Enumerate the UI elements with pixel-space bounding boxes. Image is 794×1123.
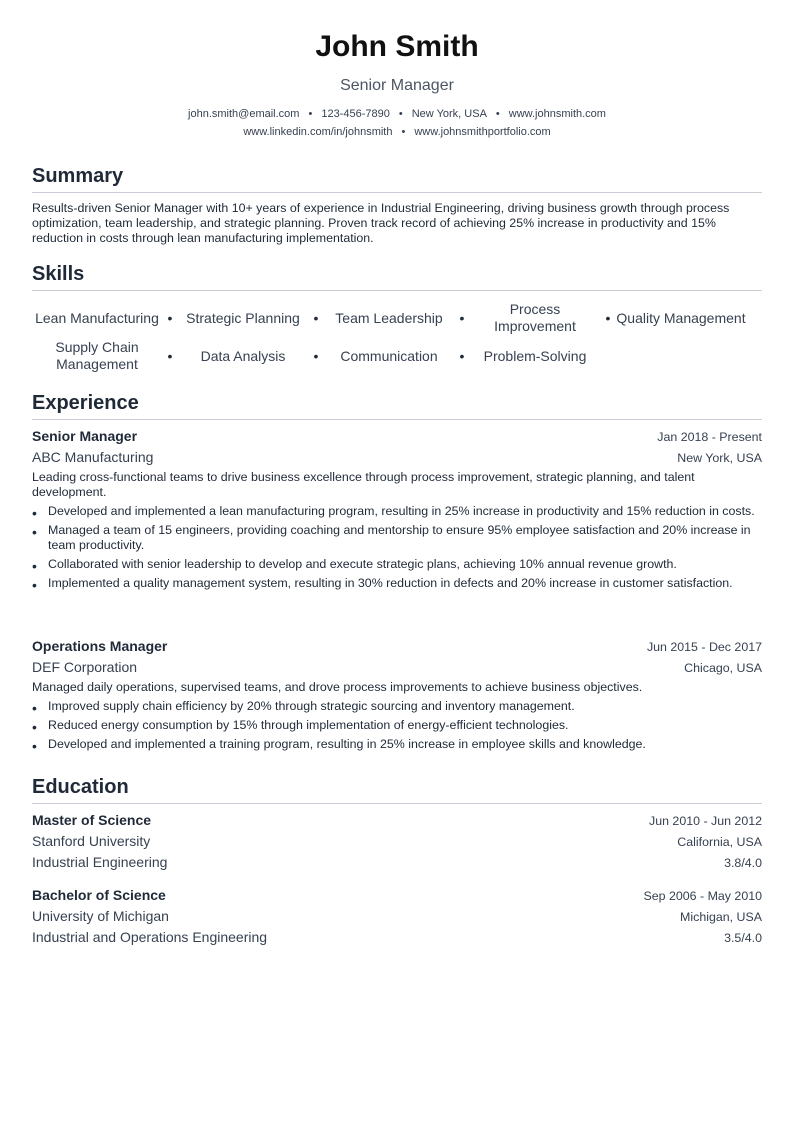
skill-item: Team Leadership	[335, 309, 443, 326]
bullet-icon: •	[32, 719, 37, 735]
list-item	[32, 699, 762, 714]
bullet-icon: •	[32, 505, 37, 521]
skill-item: Supply Chain Management	[55, 339, 139, 372]
education-field: Industrial and Operations Engineering	[32, 929, 268, 945]
skills-row	[32, 299, 762, 337]
bullet-icon: •	[313, 348, 319, 364]
job-bullets	[32, 504, 762, 595]
job-company: DEF Corporation	[32, 659, 138, 675]
skills-row	[32, 337, 762, 375]
separator-dot-icon: •	[308, 108, 313, 120]
job-role: Senior Manager	[32, 428, 138, 444]
bullet-icon: •	[32, 700, 37, 716]
job-dates: Jan 2018 - Present	[657, 430, 762, 444]
bullet-icon: •	[32, 738, 37, 754]
skill-item: Data Analysis	[200, 347, 286, 364]
education-degree: Master of Science	[32, 812, 152, 828]
job-header	[32, 428, 762, 444]
education-gpa: 3.5/4.0	[724, 931, 762, 945]
education-dates: Sep 2006 - May 2010	[643, 889, 762, 903]
job-role: Operations Manager	[32, 638, 168, 654]
summary-text: Results-driven Senior Manager with 10+ years of experience in Industrial Engineering, driving business growth through process optimization, team leadership, and strategic planning. Proven track record of achieving 25% increase in productivity and 15% reduction in costs through lean manufacturing implementation.	[32, 201, 730, 245]
job-bullets	[32, 699, 762, 756]
skill-item: Quality Management	[616, 309, 746, 326]
bullet-text: Improved supply chain efficiency by 20% through strategic sourcing and inventory management.	[48, 699, 575, 713]
skill-item: Problem-Solving	[483, 347, 587, 364]
section-divider	[32, 803, 762, 804]
bullet-text: Developed and implemented a training program, resulting in 25% increase in employee skills and knowledge.	[48, 737, 646, 751]
skill-item: Strategic Planning	[186, 309, 300, 326]
job-location: Chicago, USA	[684, 661, 762, 675]
education-gpa: 3.8/4.0	[724, 856, 762, 870]
education-field-line	[32, 929, 762, 945]
bullet-icon: •	[32, 558, 37, 574]
bullet-text: Reduced energy consumption by 15% through implementation of energy-efficient technologies.	[48, 718, 569, 732]
summary-heading: Summary	[32, 165, 124, 187]
bullet-text: Collaborated with senior leadership to develop and execute strategic plans, achieving 10% annual revenue growth.	[48, 557, 677, 571]
experience-heading: Experience	[32, 392, 139, 414]
job-dates: Jun 2015 - Dec 2017	[646, 640, 762, 654]
education-header	[32, 887, 762, 903]
bullet-text: Developed and implemented a lean manufacturing program, resulting in 25% increase in productivity and 15% reduction in costs.	[48, 504, 755, 518]
job-subheader	[32, 659, 762, 675]
education-field-line	[32, 854, 762, 870]
bullet-icon: •	[32, 577, 37, 593]
list-item	[32, 504, 762, 519]
contact-location: New York, USA	[411, 108, 487, 120]
education-location: California, USA	[677, 835, 762, 849]
education-dates: Jun 2010 - Jun 2012	[649, 814, 762, 828]
skill-item: Lean Manufacturing	[35, 309, 159, 326]
separator-dot-icon: •	[398, 108, 403, 120]
contact-portfolio[interactable]: www.johnsmithportfolio.com	[414, 126, 551, 138]
separator-dot-icon: •	[495, 108, 500, 120]
contact-linkedin[interactable]: www.linkedin.com/in/johnsmith	[243, 126, 393, 138]
bullet-icon: •	[167, 310, 173, 326]
bullet-text: Managed a team of 15 engineers, providing coaching and mentorship to ensure 95% employee satisfaction and 20% increase in team productivity.	[48, 523, 751, 552]
bullet-icon: •	[167, 348, 173, 364]
skill-item: Communication	[340, 347, 438, 364]
job-description: Managed daily operations, supervised teams, and drove process improvements to achieve business objectives.	[32, 680, 643, 694]
section-divider	[32, 192, 762, 193]
job-header	[32, 638, 762, 654]
list-item	[32, 737, 762, 752]
education-field: Industrial Engineering	[32, 854, 168, 870]
section-divider	[32, 290, 762, 291]
list-item	[32, 523, 762, 553]
contact-line-2	[32, 126, 762, 138]
contact-email[interactable]: john.smith@email.com	[188, 108, 300, 120]
skills-heading: Skills	[32, 263, 85, 285]
job-company: ABC Manufacturing	[32, 449, 154, 465]
job-location: New York, USA	[677, 451, 762, 465]
education-school-line	[32, 833, 762, 849]
job-subheader	[32, 449, 762, 465]
candidate-name: John Smith	[315, 30, 479, 63]
list-item	[32, 557, 762, 572]
contact-phone[interactable]: 123-456-7890	[321, 108, 390, 120]
separator-dot-icon: •	[401, 126, 406, 138]
job-description: Leading cross-functional teams to drive business excellence through process improvement, strategic planning, and talent development.	[32, 470, 695, 499]
bullet-icon: •	[605, 310, 611, 326]
bullet-icon: •	[32, 524, 37, 540]
education-school: University of Michigan	[32, 908, 169, 924]
education-school: Stanford University	[32, 833, 151, 849]
education-school-line	[32, 908, 762, 924]
contact-website[interactable]: www.johnsmith.com	[508, 108, 606, 120]
skills-grid	[32, 299, 762, 375]
skill-item: Process Improvement	[494, 301, 576, 334]
contact-line-1	[32, 108, 762, 120]
bullet-icon: •	[313, 310, 319, 326]
education-location: Michigan, USA	[680, 910, 762, 924]
section-divider	[32, 419, 762, 420]
candidate-title: Senior Manager	[340, 77, 454, 94]
bullet-text: Implemented a quality management system, resulting in 30% reduction in defects and 20% increase in customer satisfaction.	[48, 576, 733, 590]
list-item	[32, 576, 762, 591]
bullet-icon: •	[459, 348, 465, 364]
education-heading: Education	[32, 776, 129, 798]
bullet-icon: •	[459, 310, 465, 326]
education-header	[32, 812, 762, 828]
education-degree: Bachelor of Science	[32, 887, 166, 903]
list-item	[32, 718, 762, 733]
